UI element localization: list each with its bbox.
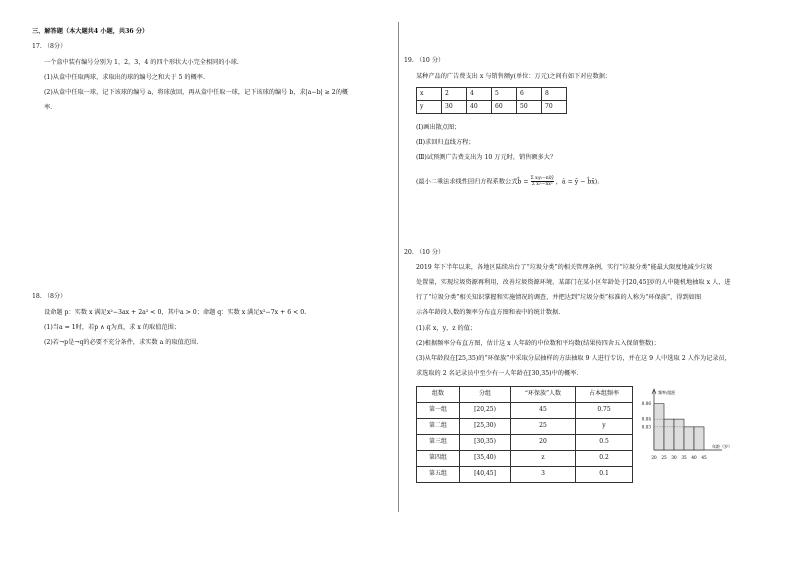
- table-cell: 第二组: [417, 419, 460, 435]
- table-cell: 25: [511, 419, 576, 435]
- q20-paragraph-line: 处置量，实现垃圾资源再利用，改善垃圾资源环境，某部门在某小区年龄处于[20,45]岁的人中随机地抽取 x 人，进: [416, 279, 731, 286]
- q19-number-points: [404, 57, 444, 65]
- q19-number: 19.: [404, 57, 414, 64]
- table-cell: 第四组: [417, 451, 460, 467]
- q19-formula: [416, 176, 599, 188]
- row-header-cell: y: [417, 101, 442, 114]
- q20-part3-cont: 求选取的 2 名记录员中至少有一人年龄在[30,35)中的概率.: [416, 370, 579, 377]
- table-cell: 第一组: [417, 403, 460, 419]
- table-cell: 40: [467, 101, 492, 114]
- x-tick-label: 35: [681, 455, 687, 460]
- y-axis-label: 频率/组距: [658, 390, 676, 395]
- x-axis-label: 年龄（岁）: [712, 444, 732, 449]
- table-cell: 45: [511, 403, 576, 419]
- table-row: [417, 419, 633, 435]
- x-tick-label: 20: [651, 455, 657, 460]
- table-cell: 4: [467, 88, 492, 101]
- table-cell: 50: [517, 101, 542, 114]
- q20-part1: (1)求 x，y，z 的值；: [416, 325, 477, 332]
- y-tick-label: 0.06: [641, 401, 651, 407]
- row-header-cell: x: [417, 88, 442, 101]
- table-row: [417, 101, 567, 114]
- table-cell: 0.1: [576, 467, 633, 483]
- table-cell: [35,40): [460, 451, 511, 467]
- q17-stem: 一个盒中装有编号分别为 1，2，3，4 的四个形状大小完全相同的小球.: [44, 59, 239, 66]
- x-tick-label: 40: [691, 455, 697, 460]
- histogram-bar: [684, 427, 694, 450]
- table-cell: 70: [542, 101, 567, 114]
- table-row: [417, 435, 633, 451]
- x-tick-label: 30: [671, 455, 677, 460]
- q17-part1: (1)从盒中任取两球，求取出的球的编号之和大于 5 的概率.: [44, 74, 205, 81]
- q18-number-points: [32, 293, 66, 301]
- table-row: [417, 403, 633, 419]
- table-cell: 3: [511, 467, 576, 483]
- q17-part2: (2)从盒中任取一球，记下该球的编号 a，将球放回，再从盒中任取一球，记下该球的编号 b，求|a−b| ≥ 2的概: [44, 89, 349, 96]
- q20-part2: (2)根据频率分布直方图，估计这 x 人年龄的中位数和平均数(结果按四舍五入保留整数)；: [416, 340, 660, 347]
- x-tick-label: 25: [661, 455, 667, 460]
- table-cell: 60: [492, 101, 517, 114]
- column-header: 组数: [417, 387, 460, 403]
- table-cell: 0.2: [576, 451, 633, 467]
- q20-number: 20.: [404, 249, 414, 256]
- column-divider: [398, 22, 399, 512]
- q19-points: （10 分）: [415, 57, 445, 64]
- table-row: [417, 467, 633, 483]
- q17-number-points: [32, 43, 66, 51]
- table-cell: 6: [517, 88, 542, 101]
- formula-denominator: Σ xᵢ²−nx̄²: [531, 182, 553, 188]
- column-header: “环保族”人数: [511, 387, 576, 403]
- q20-paragraph-line: 2019 年下半年以来，各地区陆续出台了“垃圾分类”的相关管理条例，实行“垃圾分类”能最大限度地减少垃圾: [416, 264, 713, 271]
- table-cell: [30,35): [460, 435, 511, 451]
- table-cell: [20,25): [460, 403, 511, 419]
- q19-part2: (Ⅱ)求回归直线方程；: [416, 139, 475, 146]
- q17-number: 17.: [32, 43, 42, 50]
- column-header: 分组: [460, 387, 511, 403]
- q20-number-points: [404, 249, 444, 257]
- q20-part3: (3)从年龄段在[25,35)的“环保族”中采取分层抽样的方法抽取 9 人进行专访，并在这 9 人中选取 2 人作为记录员，: [416, 355, 731, 362]
- table-row: [417, 88, 567, 101]
- column-header: 占本组频率: [576, 387, 633, 403]
- q17-part2-cont: 率.: [44, 104, 53, 111]
- table-cell: 30: [442, 101, 467, 114]
- table-cell: 0.5: [576, 435, 633, 451]
- section-heading: 三、解答题（本大题共4 小题，共36 分）: [32, 28, 149, 35]
- q19-data-table: [416, 87, 567, 114]
- x-tick-label: 45: [701, 455, 707, 460]
- table-cell: 20: [511, 435, 576, 451]
- table-cell: [25,30): [460, 419, 511, 435]
- table-cell: 8: [542, 88, 567, 101]
- y-tick-label: 0.04: [641, 416, 651, 422]
- q19-part1: (Ⅰ)画出散点图；: [416, 124, 461, 131]
- q19-part3: (Ⅲ)试预测广告费支出为 10 万元时，销售额多大？: [416, 154, 557, 161]
- q18-part1: (1)当a = 1时，若p ∧ q为真，求 x 的取值范围；: [44, 324, 180, 331]
- table-row: [417, 451, 633, 467]
- frequency-histogram: [622, 386, 746, 466]
- histogram-bar: [664, 419, 674, 450]
- q17-points: （8分）: [43, 43, 67, 50]
- formula-tail: ，â = ȳ − b̂x̄).: [555, 178, 600, 186]
- q18-number: 18.: [32, 293, 42, 300]
- histogram-bar: [674, 419, 684, 450]
- q18-part2: (2)若¬p是¬q的必要不充分条件，求实数 a 的取值范围.: [44, 339, 199, 346]
- q18-stem: 设命题 p：实数 x 满足x²−3ax + 2a² < 0，其中a > 0；命题 q：实数 x 满足x²−7x + 6 < 0.: [44, 309, 307, 316]
- table-cell: 5: [492, 88, 517, 101]
- q18-points: （8分）: [43, 293, 67, 300]
- table-cell: z: [511, 451, 576, 467]
- table-cell: y: [576, 419, 633, 435]
- q20-paragraph-line: 示各年龄段人数的频率分布直方图和表中的统计数据.: [416, 309, 561, 316]
- formula-label: (最小二乘法求线性回归方程系数公式b̂ =: [416, 178, 529, 186]
- formula-numerator: Σ xᵢyᵢ−nx̄ȳ: [530, 176, 554, 181]
- table-cell: 第三组: [417, 435, 460, 451]
- q20-paragraph-line: 行了“垃圾分类”相关知识掌握和实施情况的调查，并把达到“垃圾分类”标准的人称为“环保族”，得到如图: [416, 294, 702, 301]
- q19-stem: 某种产品的广告费支出 x 与销售额y(单位：万元)之间有如下对应数据：: [416, 73, 612, 80]
- histogram-bar: [694, 427, 704, 450]
- q20-stats-table: [416, 386, 633, 483]
- table-cell: 2: [442, 88, 467, 101]
- table-cell: [40,45]: [460, 467, 511, 483]
- table-cell: 0.75: [576, 403, 633, 419]
- y-tick-label: 0.03: [641, 424, 651, 430]
- q20-points: （10 分）: [415, 249, 445, 256]
- table-cell: 第五组: [417, 467, 460, 483]
